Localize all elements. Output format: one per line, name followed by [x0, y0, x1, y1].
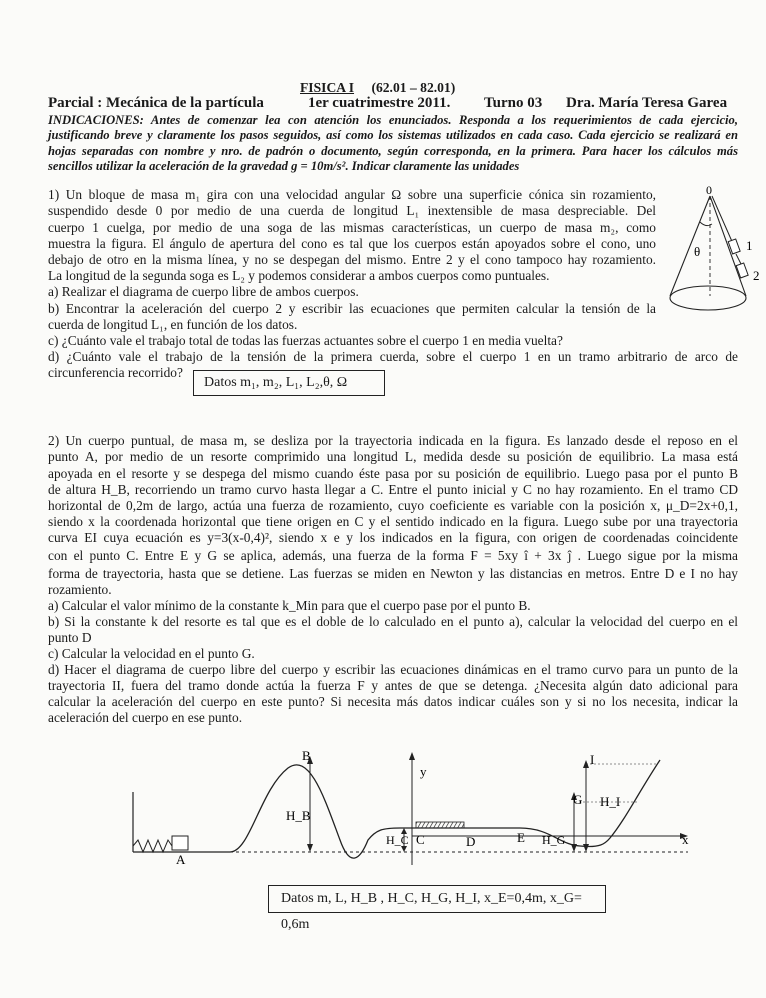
course-name: FISICA I: [300, 80, 355, 95]
exam-turno: Turno 03: [484, 95, 543, 111]
cone-figure: [660, 184, 766, 324]
label-d: D: [466, 834, 476, 849]
course-title: [300, 80, 455, 96]
p2-line: trayectoria II, fuera del tramo donde actúa la fuerza F y antes de que se detenga. ¿Necesita algún dato adicional para: [48, 678, 738, 693]
p1-line: c) ¿Cuánto vale el trabajo total de todas las fuerzas actuantes sobre el cuerpo 1 en media vuelta?: [48, 333, 563, 348]
p1-line: 1) Un bloque de masa m₁ gira con una velocidad angular Ω sobre una superficie cónica sin rozamiento,: [48, 187, 656, 202]
label-e: E: [517, 830, 525, 845]
rope-1: [712, 196, 734, 246]
p2-line: punto A, por medio de un resorte comprimido una longitud L, medida desde su posición de equilibrio. La masa está: [48, 449, 738, 464]
label-b: B: [302, 748, 311, 763]
p2-line: d) Hacer el diagrama de cuerpo libre del cuerpo y escribir las ecuaciones dinámicas en el tramo curvo para un punto de la: [48, 662, 738, 677]
p2-line: forma de trayectoria, hasta que se detiene. Las fuerzas se miden en Newton y las distancias en metros. Entre D e I no hay: [48, 566, 738, 581]
spring: [133, 840, 172, 852]
course-codes: (62.01 – 82.01): [371, 80, 456, 95]
p1-line: cuerpo 1 cuelga, por medio de una soga de las mismas características, un cuerpo de masa m₂, como: [48, 220, 656, 235]
friction-segment: [416, 822, 464, 828]
p2-line: b) Si la constante k del resorte es tal que es el doble de lo calculado en el punto a), calcular la velocidad del cuerpo en el: [48, 614, 738, 629]
trajectory-figure: [120, 740, 720, 880]
label-x: x: [682, 832, 689, 847]
indications-line: justificando breve y claramente los pasos seguidos, así como los sistemas utilizados en cada caso. Cada ejercicio se realizará en: [48, 128, 738, 142]
p2-datos-box: Datos m, L, H_B , H_C, H_G, H_I, x_E=0,4m, x_G= 0,6m: [268, 885, 606, 913]
p1-line: La longitud de la segunda soga es L₂ y podemos considerar a ambos cuerpos como puntuales.: [48, 268, 550, 283]
body-2-label: 2: [753, 268, 760, 283]
p2-line: apoyada en el resorte y se despega del mismo cuando éste pasa por su posición de equilibrio. Luego pasa por el punto B: [48, 466, 738, 481]
y-axis-arrow: [409, 752, 415, 760]
angle-arc: [700, 222, 712, 226]
p1-line: suspendido desde 0 por medio de una cuerda de longitud L₁ inextensible de masa despreciable. Del: [48, 203, 656, 218]
p1-line: d) ¿Cuánto vale el trabajo de la tensión de la primera cuerda, sobre el cuerpo 1 en un tramo arbitrario de arco de: [48, 349, 738, 364]
p2-line: con el punto C. Entre E y G se aplica, además, una fuerza de la forma F = 5xy î + 3x ĵ . Luego sigue por la misma: [48, 548, 738, 563]
label-hi: H_I: [600, 794, 621, 809]
p2-line: curva EI cuya ecuación es y=3(x-0,4)², siendo x e y los indicados en la figura, con origen de coordenadas coincidente: [48, 530, 738, 545]
p2-line: a) Calcular el valor mínimo de la constante k_Min para que el cuerpo pase por el punto B.: [48, 598, 531, 613]
p2-line: siendo x la coordenada horizontal que tiene origen en C y el sentido indicado en la figura. Luego sube por una trayectoria: [48, 514, 738, 529]
indications-line: sencillos utilizar la aceleración de la gravedad g = 10m/s². Indicar claramente las unidades: [48, 159, 520, 173]
p1-line: muestra la figura. El ángulo de apertura del cono es tal que los cuerpos están apoyados sobre el cono, uno: [48, 236, 656, 251]
p2-line: horizontal de 0,2m de largo, actúa una fuerza de rozamiento, cuyo coeficiente es variable con la posición x, μ_D=2x+0,1,: [48, 498, 738, 513]
label-i: I: [590, 752, 595, 767]
p2-line: calcular la aceleración del cuerpo en este punto? Si necesita más datos indicar cuáles son y si no los necesita, indicar la: [48, 694, 738, 709]
indications-line: INDICACIONES: Antes de comenzar lea con atención los enunciados. Responda a los requerimientos de cada ejercicio,: [48, 113, 738, 127]
cone-right-edge: [710, 196, 746, 296]
label-hg: H_G: [542, 833, 566, 847]
p1-line: b) Encontrar la aceleración del cuerpo 2 y escribir las ecuaciones que permiten calcular la tensión de la: [48, 301, 656, 316]
p2-line: punto D: [48, 630, 92, 645]
block-a: [172, 836, 188, 850]
p2-line: rozamiento.: [48, 582, 112, 597]
label-y: y: [420, 764, 427, 779]
body-2-block: [736, 263, 748, 278]
label-a: A: [176, 852, 186, 867]
label-c: C: [416, 832, 425, 847]
p1-line: circunferencia recorrido?: [48, 365, 183, 380]
exam-term: 1er cuatrimestre 2011.: [308, 95, 451, 111]
p1-datos-box: Datos m₁, m₂, L₁, L₂,θ, Ω: [193, 370, 385, 396]
p2-line: c) Calcular la velocidad en el punto G.: [48, 646, 255, 661]
body-1-label: 1: [746, 238, 753, 253]
cone-left-edge: [670, 196, 710, 296]
theta-label: θ: [694, 244, 701, 259]
label-g: G: [573, 792, 583, 807]
cone-base: [670, 286, 746, 310]
p2-line: aceleración del cuerpo en ese punto.: [48, 710, 243, 725]
indications-line: hojas separadas con nombre y nro. de padrón o documento, según corresponda, en la primera. Para hacer los cálculos más: [48, 144, 738, 158]
professor-name: Dra. María Teresa Garea: [566, 95, 728, 111]
label-hb: H_B: [286, 808, 311, 823]
p1-line: debajo de otro en la misma línea, y no se despegan del mismo. Entre 2 y el cono tampoco hay rozamiento.: [48, 252, 656, 267]
p1-line: a) Realizar el diagrama de cuerpo libre de ambos cuerpos.: [48, 284, 359, 299]
label-hc: H_C: [386, 833, 409, 847]
p1-line: cuerda de longitud L₁, en función de los datos.: [48, 317, 298, 332]
p2-line: 2) Un cuerpo puntual, de masa m, se desliza por la trayectoria indicada en la figura. Es lanzado desde el reposo en el: [48, 433, 738, 448]
p2-line: de altura H_B, recorriendo un tramo curvo hasta llegar a C. Entre el punto inicial y C no hay rozamiento. En el tramo CD: [48, 482, 738, 497]
apex-label: 0: [706, 184, 712, 197]
exam-name: Parcial : Mecánica de la partícula: [48, 95, 264, 111]
